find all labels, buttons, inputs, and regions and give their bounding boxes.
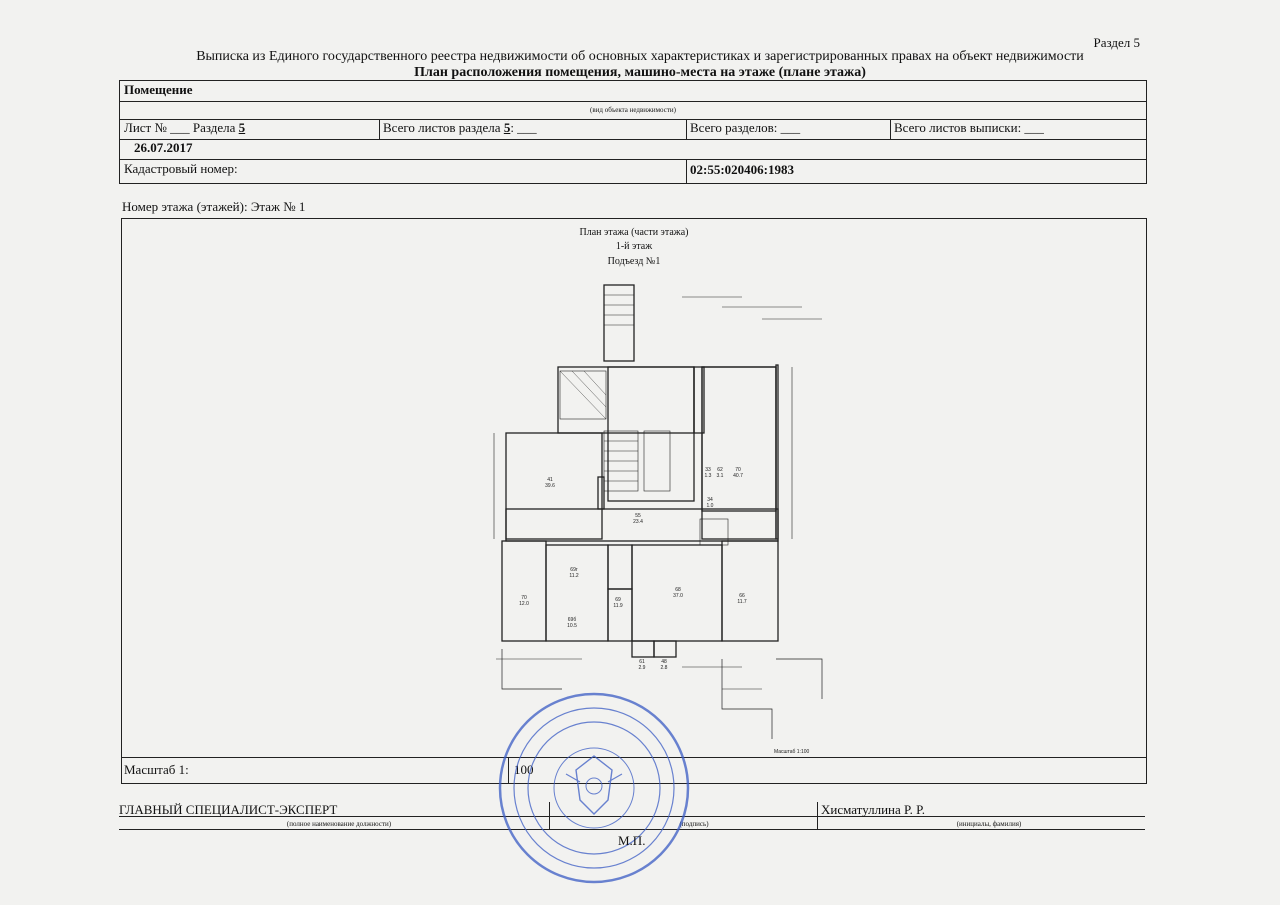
object-type: Помещение bbox=[124, 82, 193, 97]
room-area: 2.9 bbox=[638, 665, 646, 671]
object-type-caption: (вид объекта недвижимости) bbox=[590, 106, 676, 114]
extract-date: 26.07.2017 bbox=[134, 140, 193, 155]
plan-floor: 1-й этаж bbox=[615, 241, 653, 252]
room-number: 68 bbox=[675, 587, 681, 593]
room-area: 2.8 bbox=[660, 665, 668, 671]
room-number: 70 bbox=[735, 467, 741, 473]
room-number: 33 bbox=[705, 467, 711, 473]
room-area: 39.6 bbox=[545, 483, 555, 489]
room-area: 1.3 bbox=[704, 473, 712, 479]
plan-scale-note: Масштаб 1:100 bbox=[774, 749, 810, 755]
position-caption: (полное наименование должности) bbox=[286, 820, 392, 828]
room-area: 11.2 bbox=[569, 573, 579, 579]
section-label: Раздел 5 bbox=[1093, 35, 1140, 50]
official-position: ГЛАВНЫЙ СПЕЦИАЛИСТ-ЭКСПЕРТ bbox=[119, 802, 338, 817]
room-area: 11.7 bbox=[737, 599, 747, 605]
floor-number: Номер этажа (этажей): Этаж № 1 bbox=[122, 199, 306, 214]
scale-value: 100 bbox=[514, 762, 534, 777]
official-seal bbox=[496, 690, 692, 886]
total-sheets-section: Всего листов раздела 5: ___ bbox=[383, 120, 537, 135]
room-number: 62 bbox=[717, 467, 723, 473]
room-area: 37.0 bbox=[673, 593, 683, 599]
room-number: 55 bbox=[635, 513, 641, 519]
room-number: 66 bbox=[739, 593, 745, 599]
name-caption: (инициалы, фамилия) bbox=[956, 820, 1022, 828]
room-area: 3.1 bbox=[716, 473, 724, 479]
plan-title: План этажа (части этажа) bbox=[579, 227, 689, 238]
document-subtitle: План расположения помещения, машино-места на этаже (плане этажа) bbox=[414, 65, 866, 80]
document-title: Выписка из Единого государственного реестра недвижимости об основных характеристиках и зарегистрированных правах на объект недвижимости bbox=[196, 49, 1084, 64]
room-area: 23.4 bbox=[633, 519, 643, 525]
plan-entrance: Подъезд №1 bbox=[607, 256, 661, 267]
total-sections: Всего разделов: ___ bbox=[690, 120, 801, 135]
room-area: 12.0 bbox=[519, 601, 529, 607]
room-number: 69 bbox=[615, 597, 621, 603]
official-name: Хисматуллина Р. Р. bbox=[821, 802, 925, 817]
room-area: 40.7 bbox=[733, 473, 743, 479]
room-area: 1.0 bbox=[706, 503, 714, 509]
stamp-mark: М.П. bbox=[618, 833, 646, 848]
room-number: 69г bbox=[570, 567, 578, 573]
room-number: 48 bbox=[661, 659, 667, 665]
room-number: 34 bbox=[707, 497, 713, 503]
total-sheets-extract: Всего листов выписки: ___ bbox=[894, 120, 1044, 135]
room-number: 70 bbox=[521, 595, 527, 601]
room-area: 11.9 bbox=[613, 603, 623, 609]
room-number: 41 bbox=[547, 477, 553, 483]
signature-caption: (подпись) bbox=[679, 820, 709, 828]
object-info-table bbox=[119, 80, 1147, 184]
room-number: 69б bbox=[567, 617, 577, 623]
cadastral-label: Кадастровый номер: bbox=[124, 161, 238, 176]
sheet-number: Лист № ___ Раздела 5 bbox=[124, 120, 246, 135]
scale-label: Масштаб 1: bbox=[124, 762, 189, 777]
room-number: 61 bbox=[639, 659, 645, 665]
room-area: 10.5 bbox=[567, 623, 577, 629]
cadastral-number: 02:55:020406:1983 bbox=[690, 162, 794, 177]
